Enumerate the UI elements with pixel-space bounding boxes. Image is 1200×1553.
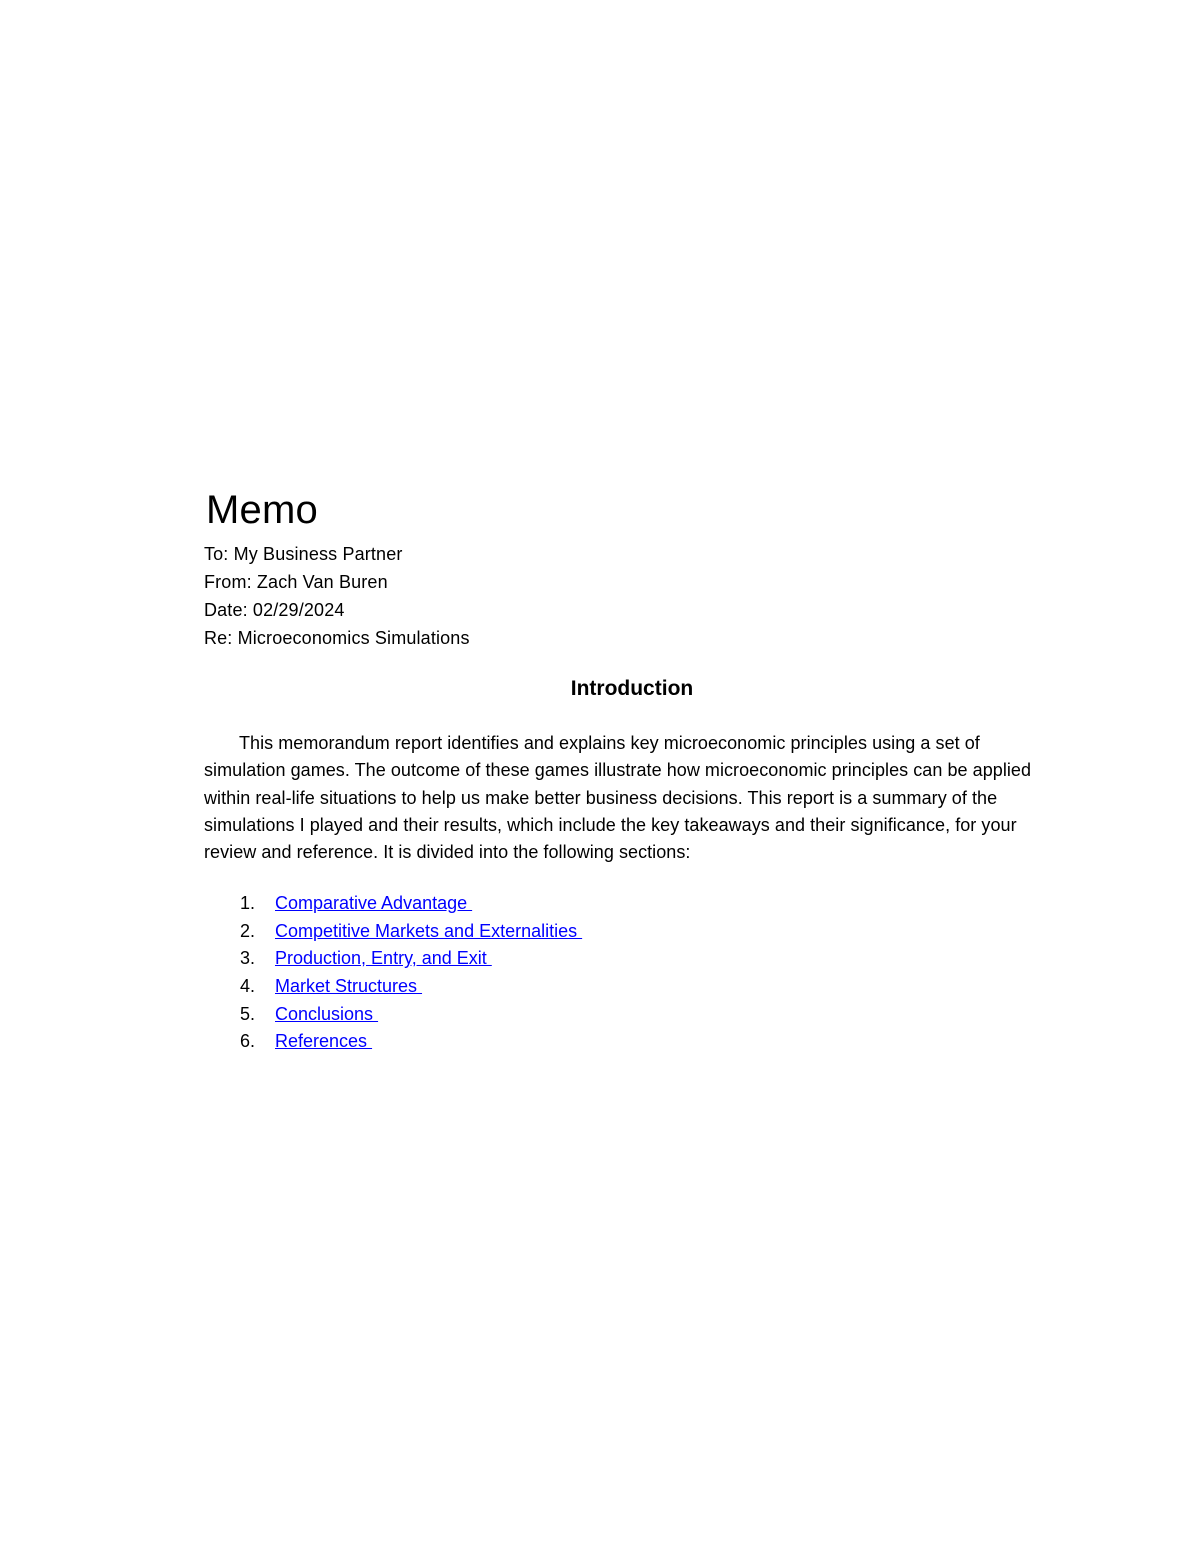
section-link-competitive-markets[interactable]: Competitive Markets and Externalities [275, 920, 583, 941]
section-number: 6. [240, 1031, 256, 1052]
section-list-item [240, 1001, 582, 1029]
section-link-market-structures[interactable]: Market Structures [275, 976, 423, 997]
section-link-conclusions[interactable]: Conclusions [275, 1003, 379, 1024]
section-link-references[interactable]: References [275, 1031, 373, 1052]
section-list-item [240, 890, 582, 918]
introduction-heading: Introduction [570, 677, 694, 700]
section-number: 3. [240, 948, 256, 969]
section-list-item [240, 918, 582, 946]
memo-from-line: From: Zach Van Buren [204, 572, 388, 592]
memo-title: Memo [206, 488, 318, 532]
memo-date-line: Date: 02/29/2024 [204, 600, 345, 620]
section-list-item [240, 1028, 582, 1056]
section-number: 5. [240, 1003, 256, 1024]
introduction-paragraph: This memorandum report identifies and explains key microeconomic principles using a set of simulation games. The outcome of these games illustrate how microeconomic principles can be applied within real-life situations to help us make better business decisions. This report is a summary of the simulations I played and their results, which include the key takeaways and their significance, for your review and reference. It is divided into the following sections: [204, 733, 1032, 863]
memo-to-line: To: My Business Partner [204, 544, 403, 564]
memo-re-line: Re: Microeconomics Simulations [204, 628, 470, 648]
section-number: 1. [240, 893, 256, 913]
section-number: 2. [240, 920, 256, 941]
section-list [240, 890, 582, 1056]
section-list-item [240, 945, 582, 973]
memo-header [204, 540, 470, 652]
section-list-item [240, 973, 582, 1001]
section-link-comparative-advantage[interactable]: Comparative Advantage [275, 893, 473, 913]
section-link-production-entry-exit[interactable]: Production, Entry, and Exit [275, 948, 492, 969]
section-number: 4. [240, 976, 256, 997]
